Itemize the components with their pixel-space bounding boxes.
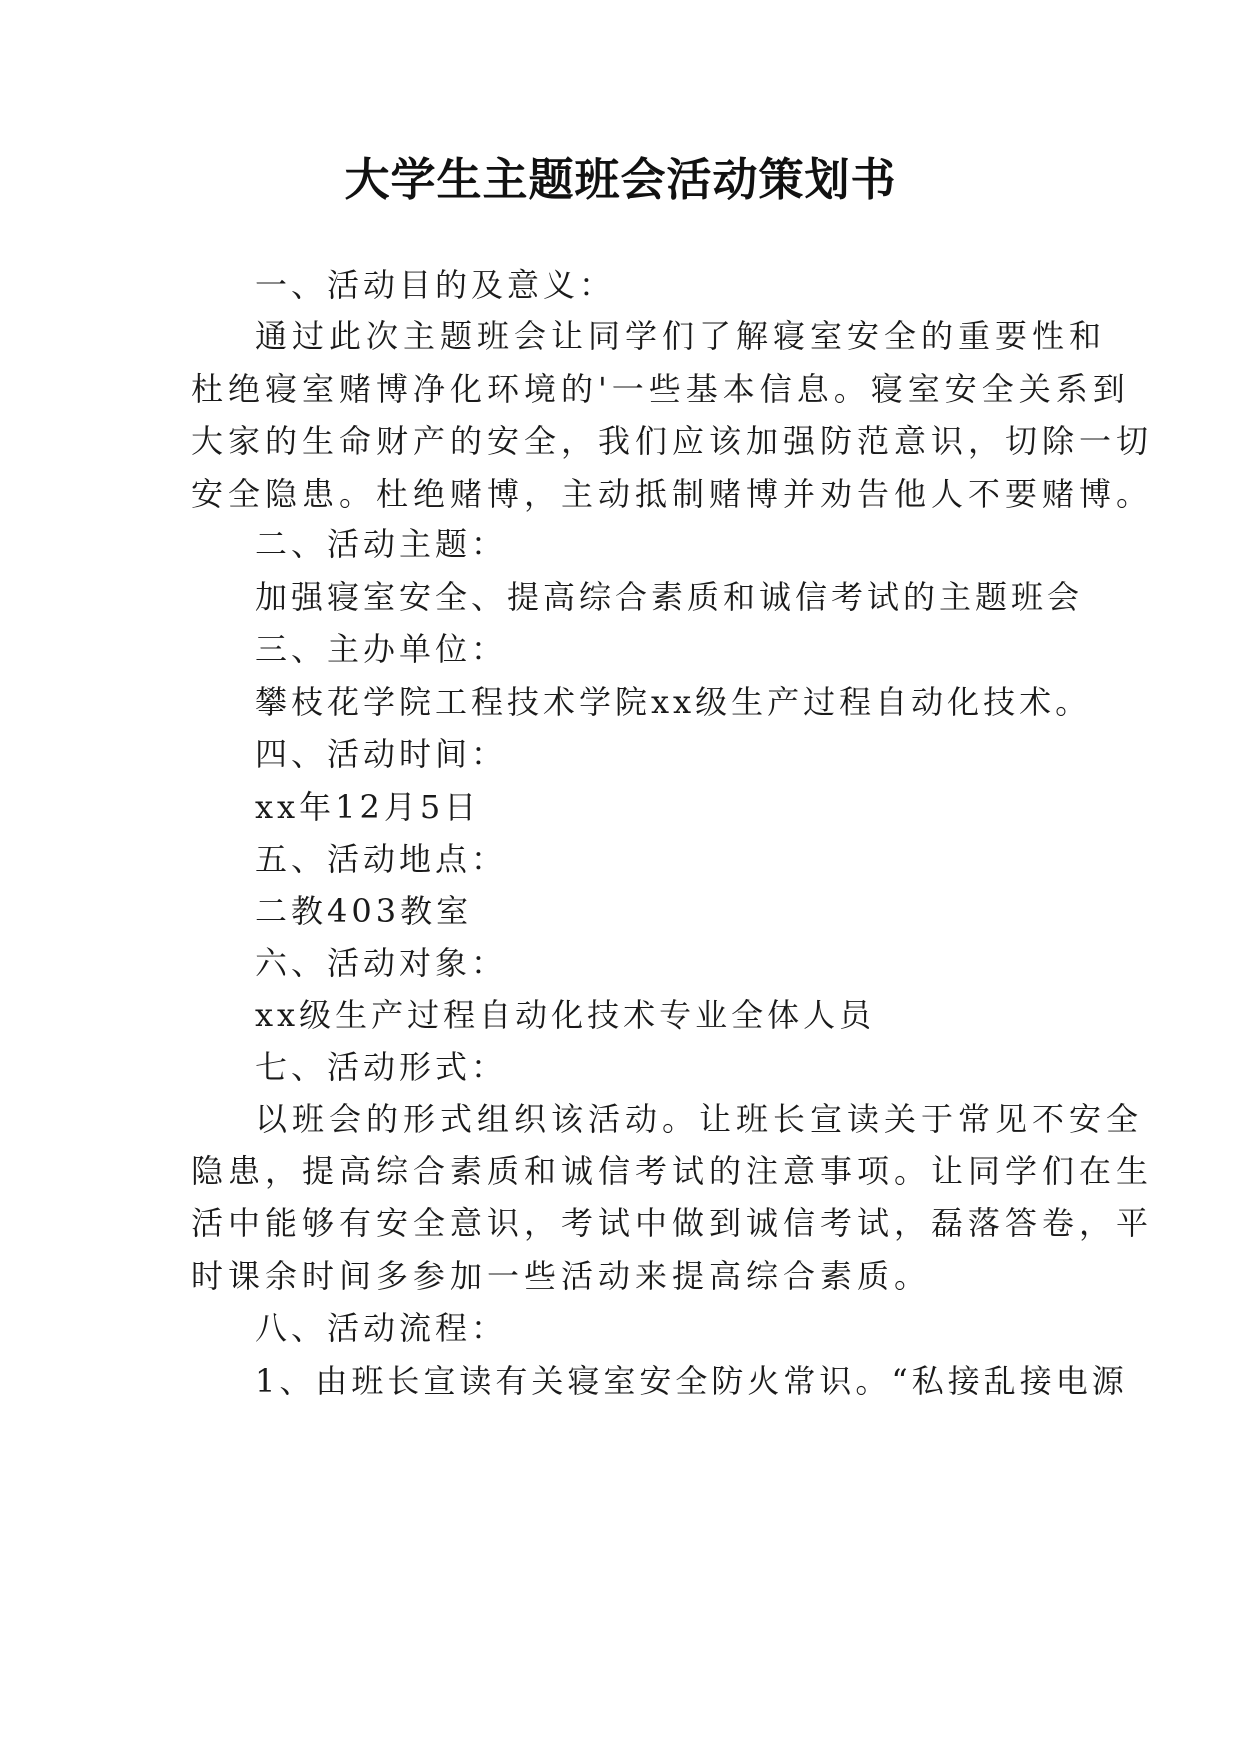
body-line: 以班会的形式组织该活动。让班长宣读关于常见不安全: [255, 1100, 1144, 1138]
section-heading-organizer: 三、主办单位：: [255, 630, 508, 668]
body-line: 隐患，提高综合素质和诚信考试的注意事项。让同学们在生: [191, 1152, 1154, 1190]
body-line: 杜绝寝室赌博净化环境的'一些基本信息。寝室安全关系到: [191, 370, 1130, 408]
section-heading-format: 七、活动形式：: [255, 1048, 508, 1086]
body-line: 加强寝室安全、提高综合素质和诚信考试的主题班会: [255, 578, 1084, 616]
section-heading-location: 五、活动地点：: [255, 840, 508, 878]
body-line: 安全隐患。杜绝赌博，主动抵制赌博并劝告他人不要赌博。: [191, 475, 1154, 513]
body-line: 活中能够有安全意识，考试中做到诚信考试，磊落答卷，平: [191, 1204, 1154, 1242]
body-line: xx级生产过程自动化技术专业全体人员: [255, 996, 876, 1034]
body-line: 大家的生命财产的安全，我们应该加强防范意识，切除一切: [191, 422, 1154, 460]
document-title: 大学生主题班会活动策划书: [344, 153, 897, 206]
section-heading-process: 八、活动流程：: [255, 1309, 508, 1347]
section-heading-time: 四、活动时间：: [255, 735, 508, 773]
body-line: 通过此次主题班会让同学们了解寝室安全的重要性和: [255, 317, 1107, 355]
body-line: 时课余时间多参加一些活动来提高综合素质。: [191, 1257, 932, 1295]
body-line: 1、由班长宣读有关寝室安全防火常识。“私接乱接电源: [255, 1362, 1128, 1400]
section-heading-theme: 二、活动主题：: [255, 525, 508, 563]
section-heading-purpose: 一、活动目的及意义：: [255, 266, 616, 304]
body-line: 二教403教室: [255, 892, 473, 930]
section-heading-audience: 六、活动对象：: [255, 944, 508, 982]
body-line: xx年12月5日: [255, 788, 481, 826]
body-line: 攀枝花学院工程技术学院xx级生产过程自动化技术。: [255, 683, 1092, 721]
